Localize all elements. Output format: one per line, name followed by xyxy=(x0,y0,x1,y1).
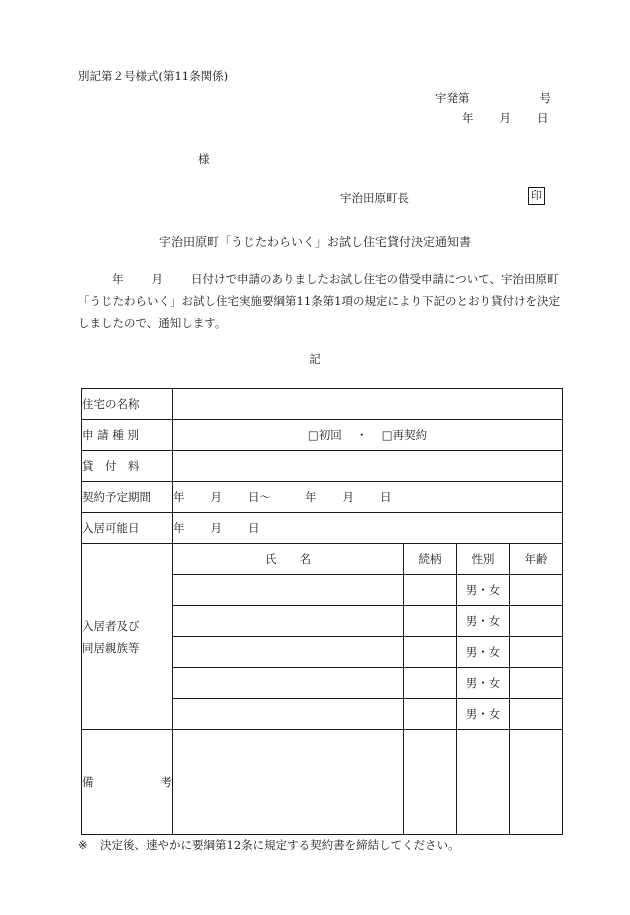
recipient-honorific: 様 xyxy=(198,152,210,166)
remarks-value-3[interactable] xyxy=(457,730,510,835)
resident-sex-cell[interactable]: 男・女 xyxy=(457,637,510,668)
renewal-checkbox[interactable]: □再契約 xyxy=(381,428,428,442)
footnote xyxy=(78,837,460,853)
resident-age-cell[interactable] xyxy=(510,637,563,668)
resident-sex-cell[interactable]: 男・女 xyxy=(457,668,510,699)
resident-relation-cell[interactable] xyxy=(404,606,457,637)
resident-sex-cell[interactable]: 男・女 xyxy=(457,606,510,637)
resident-relation-cell[interactable] xyxy=(404,575,457,606)
move-in-date-value[interactable] xyxy=(173,513,563,544)
remarks-label xyxy=(82,730,173,835)
resident-name-cell[interactable] xyxy=(173,699,404,730)
residents-label-line2: 同居親族等 xyxy=(82,640,140,655)
body-month: 月 xyxy=(151,272,163,286)
decision-table xyxy=(81,388,563,835)
resident-name-cell[interactable] xyxy=(173,668,404,699)
resident-sex-cell[interactable]: 男・女 xyxy=(457,575,510,606)
residents-header-row xyxy=(82,544,563,575)
document-number xyxy=(435,90,551,106)
date-month: 月 xyxy=(499,111,511,125)
contract-period-value[interactable] xyxy=(173,482,563,513)
document-number-prefix: 宇発第 xyxy=(435,91,470,105)
row-contract-period xyxy=(82,482,563,513)
resident-name-cell[interactable] xyxy=(173,637,404,668)
rent-label: 貸 付 料 xyxy=(82,451,173,482)
col-relation-header: 続柄 xyxy=(404,544,457,575)
move-in-date-label: 入居可能日 xyxy=(82,513,173,544)
resident-age-cell[interactable] xyxy=(510,699,563,730)
col-age-header: 年齢 xyxy=(510,544,563,575)
row-application-type xyxy=(82,420,563,451)
footnote-text: 決定後、速やかに要綱第12条に規定する契約書を締結してください。 xyxy=(100,838,460,852)
resident-relation-cell[interactable] xyxy=(404,637,457,668)
period-month: 月 xyxy=(210,490,222,504)
form-identifier: 別記第２号様式(第11条関係) xyxy=(78,69,229,83)
period-day-from: 日～ xyxy=(248,490,271,504)
row-rent xyxy=(82,451,563,482)
ki-heading: 記 xyxy=(309,352,321,366)
house-name-label: 住宅の名称 xyxy=(82,389,173,420)
period-day-to: 日 xyxy=(380,490,392,504)
period-year-to: 年 xyxy=(305,490,317,504)
col-name-header: 氏 名 xyxy=(173,544,404,575)
type-separator: ・ xyxy=(356,428,368,442)
rent-value[interactable] xyxy=(173,451,563,482)
period-month-to: 月 xyxy=(342,490,354,504)
row-move-in-date xyxy=(82,513,563,544)
resident-relation-cell[interactable] xyxy=(404,699,457,730)
document-title: 宇治田原町「うじたわらいく」お試し住宅貸付決定通知書 xyxy=(158,235,471,249)
resident-relation-cell[interactable] xyxy=(404,668,457,699)
resident-name-cell[interactable] xyxy=(173,606,404,637)
remarks-value-2[interactable] xyxy=(404,730,457,835)
initial-checkbox[interactable]: □初回 xyxy=(307,428,342,442)
residents-label-line1: 入居者及び xyxy=(82,618,140,633)
period-year: 年 xyxy=(173,490,185,504)
date-day: 日 xyxy=(537,111,549,125)
remarks-label-right: 考 xyxy=(160,775,172,789)
remarks-label-left: 備 xyxy=(82,775,94,789)
notice-body xyxy=(78,268,562,334)
resident-name-cell[interactable] xyxy=(173,575,404,606)
remarks-value-4[interactable] xyxy=(510,730,563,835)
footnote-mark: ※ xyxy=(78,838,88,852)
contract-period-label: 契約予定期間 xyxy=(82,482,173,513)
document-number-suffix: 号 xyxy=(539,91,551,105)
movein-month: 月 xyxy=(210,521,222,535)
row-remarks xyxy=(82,730,563,835)
resident-age-cell[interactable] xyxy=(510,575,563,606)
body-text: 日付けで申請のありましたお試し住宅の借受申請について、宇治田原町「うじたわらいく」お試し住宅実施要綱第11条第1項の規定により下記のとおり貸付けを決定しましたので、通知します。 xyxy=(78,272,560,330)
movein-day: 日 xyxy=(248,521,260,535)
resident-age-cell[interactable] xyxy=(510,606,563,637)
document-date xyxy=(462,110,549,126)
movein-year: 年 xyxy=(173,521,185,535)
resident-sex-cell[interactable]: 男・女 xyxy=(457,699,510,730)
body-year: 年 xyxy=(112,272,124,286)
seal-stamp: 印 xyxy=(528,187,545,205)
residents-label xyxy=(82,544,173,730)
sender-title: 宇治田原町長 xyxy=(340,191,409,205)
application-type-label: 申 請 種 別 xyxy=(82,420,173,451)
resident-age-cell[interactable] xyxy=(510,668,563,699)
row-house-name xyxy=(82,389,563,420)
col-sex-header: 性別 xyxy=(457,544,510,575)
date-year: 年 xyxy=(462,111,474,125)
remarks-value-1[interactable] xyxy=(173,730,404,835)
house-name-value[interactable] xyxy=(173,389,563,420)
application-type-options xyxy=(173,420,563,451)
